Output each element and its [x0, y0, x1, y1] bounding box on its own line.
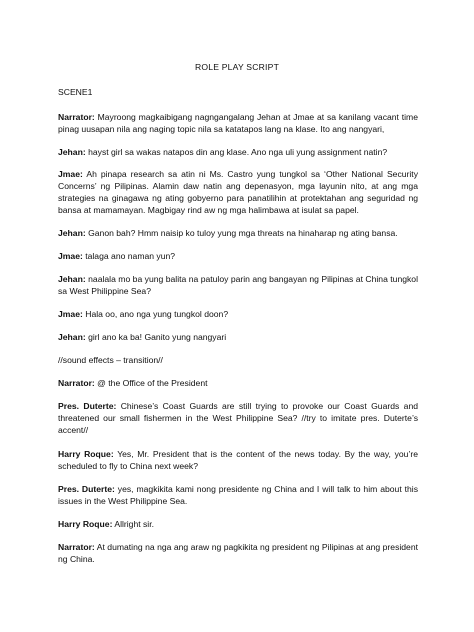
dialogue-text: yes, magkikita kami nong presidente ng China and I will talk to him about this issues in the West Philippine Sea.	[58, 484, 418, 506]
speaker-label: Harry Roque:	[58, 449, 114, 459]
script-line-roque-1	[58, 448, 418, 472]
script-line-jehan-1	[58, 146, 418, 158]
dialogue-text: At dumating na nga ang araw ng pagkikita ng president ng Pilipinas at ang president ng China.	[58, 542, 418, 564]
speaker-label: Jehan:	[58, 228, 86, 238]
dialogue-text: naalala mo ba yung balita na patuloy parin ang bangayan ng Pilipinas at China tungkol sa West Philippine Sea?	[58, 274, 418, 296]
script-line-jmae-3	[58, 308, 418, 320]
document-title: ROLE PLAY SCRIPT	[194, 62, 280, 72]
dialogue-text: girl ano ka ba! Ganito yung nangyari	[85, 332, 227, 342]
script-line-jehan-4	[58, 331, 418, 343]
dialogue-text: //sound effects – transition//	[58, 355, 163, 365]
speaker-label: Jmae:	[58, 309, 83, 319]
speaker-label: Jehan:	[58, 332, 86, 342]
dialogue-text: Hala oo, ano nga yung tungkol doon?	[82, 309, 229, 319]
script-line-jmae-1	[58, 168, 418, 216]
script-line-jehan-2	[58, 227, 418, 239]
speaker-label: Pres. Duterte:	[58, 401, 117, 411]
speaker-label: Narrator:	[58, 378, 95, 388]
speaker-label: Jehan:	[58, 274, 86, 284]
script-line-jehan-3	[58, 273, 418, 297]
script-line-jmae-2	[58, 250, 418, 262]
stage-direction	[58, 354, 418, 366]
script-line-narrator-office	[58, 377, 418, 389]
script-line-narrator-intro	[58, 111, 418, 135]
dialogue-text: Allright sir.	[112, 519, 154, 529]
speaker-label: Jehan:	[58, 147, 86, 157]
speaker-label: Pres. Duterte:	[58, 484, 115, 494]
dialogue-text: Mayroong magkaibigang nagngangalang Jehan at Jmae at sa kanilang vacant time pinag uusapan nila ang naging topic nila sa katatapos lang na klase. Ito ang nangyari,	[58, 112, 418, 134]
dialogue-text: hayst girl sa wakas natapos din ang klase. Ano nga uli yung assignment natin?	[85, 147, 388, 157]
dialogue-text: talaga ano naman yun?	[82, 251, 176, 261]
script-line-narrator-arrival	[58, 541, 418, 565]
dialogue-text: Ah pinapa research sa atin ni Ms. Castro yung tungkol sa ‘Other National Security Concerns’ ng Pilipinas. Alamin daw natin ang depenasyon, mga layunin nito, at ang mga strategies na ginagawa ng ating gobyerno para panatilihin at protektahan ang seguridad ng bansa at mamamayan. Magbigay rind aw ng mga halimbawa at isulat sa papel.	[58, 169, 418, 215]
speaker-label: Narrator:	[58, 112, 95, 122]
dialogue-text: @ the Office of the President	[94, 378, 208, 388]
script-line-duterte-1	[58, 400, 418, 436]
speaker-label: Narrator:	[58, 542, 95, 552]
dialogue-text: Yes, Mr. President that is the content of the news today. By the way, you’re scheduled to fly to China next week?	[58, 449, 418, 471]
speaker-label: Harry Roque:	[58, 519, 113, 529]
script-line-duterte-2	[58, 483, 418, 507]
dialogue-text: Chinese’s Coast Guards are still trying to provoke our Coast Guards and threatened our small fishermen in the West Philippine Sea? //try to imitate pres. Duterte’s accent//	[58, 401, 418, 435]
speaker-label: Jmae:	[58, 169, 83, 179]
script-line-roque-2	[58, 518, 418, 530]
speaker-label: Jmae:	[58, 251, 83, 261]
scene-heading: SCENE1	[58, 87, 93, 97]
dialogue-text: Ganon bah? Hmm naisip ko tuloy yung mga threats na hinaharap ng ating bansa.	[85, 228, 398, 238]
